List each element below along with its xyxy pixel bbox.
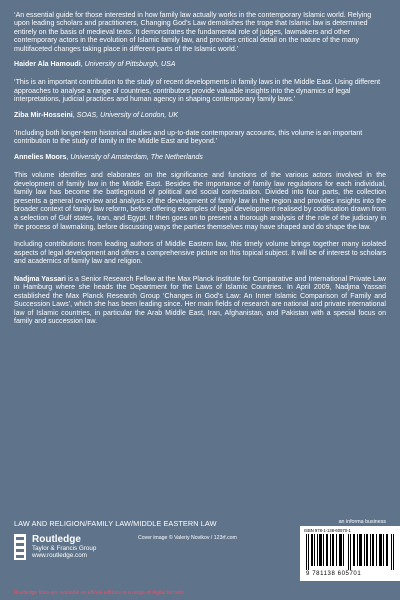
review-quote-2 [14, 79, 386, 120]
quote-text: ‘This is an important contribution to the study of recent developments in family laws in the Middle East. Using different approaches to analyse a range of countries, contributors provide valuable insights into the dynamics of legal interpretations, judicial practices and human agency in shaping contemporary family laws.’ [14, 79, 381, 104]
ebook-notice: Routledge titles are available as eBook editions in a range of digital formats [0, 588, 400, 600]
isbn-top: ISBN 978-1-138-60570-1 [304, 528, 351, 533]
brand-tagline: an informa business [338, 519, 386, 525]
publisher-info [32, 534, 96, 559]
isbn-bottom: 9 781138 605701 [306, 571, 362, 577]
barcode-icon [306, 534, 394, 570]
routledge-logo-icon [14, 534, 26, 560]
description-paragraph-1: This volume identifies and elaborates on the significance and functions of the various actors involved in the development of family law in the Middle East. Besides the importance of family law regulations for each individual, family law has become the battleground of political and social contestation. Divided into four parts, the collection presents a general overview and analysis of the development of family law in the region and provides insights into the broader context of family law reform, before offering examples of legal development realised by codification drawn from a selection of Gulf states, Iran, and Egypt. It then goes on to present a thorough analysis of the role of the judiciary in the process of lawmaking, before discussing ways the parties themselves may have shaped and do shape the law. [14, 172, 386, 231]
quote-attribution: Annelies Moors, University of Amsterdam, The Netherlands [14, 153, 203, 161]
description-paragraph-2: Including contributions from leading authors of Middle Eastern law, this timely volume brings together many isolated aspects of legal development and offers a comprehensive picture on this topical subject. It will be of interest to scholars and academics of family law and religion. [14, 241, 386, 266]
review-quote-1 [14, 12, 386, 69]
author-bio: Nadjma Yassari is a Senior Research Fellow at the Max Planck Institute for Comparative and International Private Law in Hamburg where she heads the Department for the Laws of Islamic Countries. In April 2009, Nadjma Yassari established the Max Planck Research Group ‘Changes in God’s Law: An Inner Islamic Comparison of Family and Succession Laws’, which she has been leading since. Her main fields of research are national and private international law of Islamic countries, in particular the Arab Middle East, Iran, Afghanistan, and Pakistan with a special focus on family and succession law. [14, 275, 386, 326]
quote-text: ‘Including both longer-term historical studies and up-to-date contemporary accounts, this volume is an important contribution to the study of family in the Middle East and beyond.’ [14, 130, 363, 146]
quote-text: ‘An essential guide for those interested in how family law actually works in the contemporary Islamic world. Relying upon leading scholars and practitioners, Changing God’s Law demolishes the trope that Islamic law is determined entirely on the basis of medieval texts. It demonstrates the fundamental role of judges, lawmakers and other contemporary actors in the evolution of Islamic family law, and provides critical detail on the nature of the many multifaceted changes taking place in different parts of the Islamic world.’ [14, 12, 372, 53]
barcode [300, 526, 400, 581]
quote-attribution: Ziba Mir-Hosseini, SOAS, University of London, UK [14, 111, 179, 119]
subject-line: LAW AND RELIGION/FAMILY LAW/MIDDLE EASTERN LAW [14, 519, 217, 528]
quote-attribution: Haider Ala Hamoudi, University of Pittsburgh, USA [14, 61, 176, 69]
publisher-name: Routledge [32, 534, 81, 545]
publisher-row [14, 528, 386, 580]
publisher-group: Taylor & Francis Group [32, 545, 97, 552]
cover-credit: Cover image © Valeriy Novikov / 123rf.com [138, 535, 237, 541]
review-quote-3 [14, 130, 386, 162]
publisher-url[interactable]: www.routledge.com [32, 552, 87, 560]
